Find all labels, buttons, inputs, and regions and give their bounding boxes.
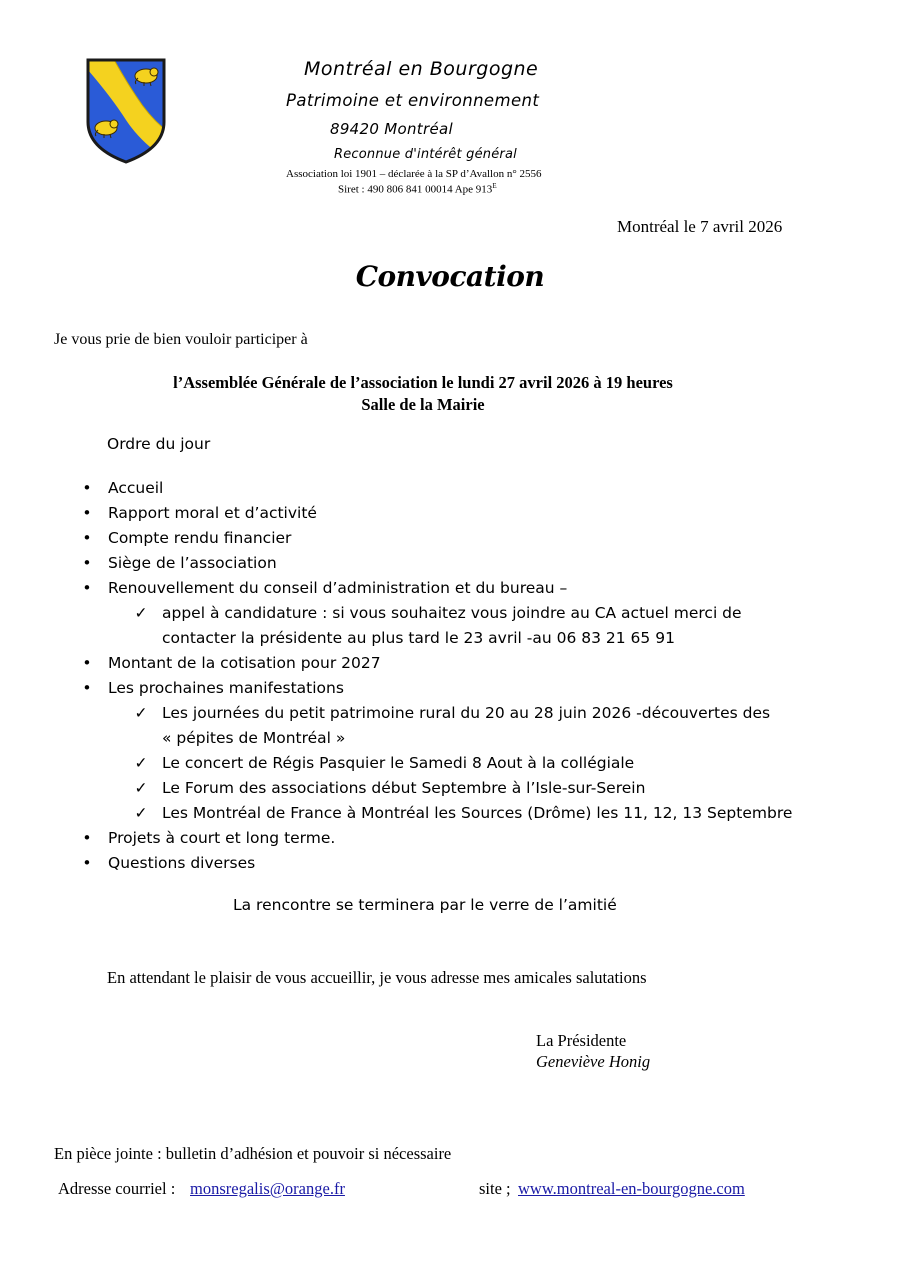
bullet-icon: • bbox=[82, 829, 92, 847]
check-icon: ✓ bbox=[134, 779, 148, 797]
siret-superscript: E bbox=[492, 182, 497, 190]
page-title: Convocation bbox=[355, 260, 545, 293]
closing-friendship: La rencontre se terminera par le verre de l’amitié bbox=[233, 896, 617, 914]
list-item bbox=[0, 526, 900, 551]
check-icon: ✓ bbox=[134, 704, 148, 722]
signature-name: Geneviève Honig bbox=[536, 1052, 651, 1071]
bullet-icon: • bbox=[82, 479, 92, 497]
signature-role: La Présidente bbox=[536, 1031, 627, 1050]
bullet-icon: • bbox=[82, 654, 92, 672]
org-subtitle: Patrimoine et environnement bbox=[286, 91, 540, 110]
check-icon: ✓ bbox=[134, 754, 148, 772]
sub-list-item bbox=[0, 751, 900, 776]
org-city: 89420 Montréal bbox=[330, 120, 453, 138]
attachment-note: En pièce jointe : bulletin d’adhésion et pouvoir si nécessaire bbox=[54, 1144, 452, 1163]
list-item bbox=[0, 651, 900, 676]
intro-text: Je vous prie de bien vouloir participer à bbox=[54, 331, 308, 348]
list-item bbox=[0, 501, 900, 526]
agenda-item-label: Accueil bbox=[108, 479, 164, 497]
list-item bbox=[0, 551, 900, 576]
check-icon: ✓ bbox=[134, 804, 148, 822]
coat-of-arms-icon bbox=[84, 56, 170, 166]
agenda-item-label: Les prochaines manifestations bbox=[108, 679, 344, 697]
site-label: site ; bbox=[479, 1179, 511, 1198]
sub-item-label: « pépites de Montréal » bbox=[162, 729, 346, 747]
sub-item-label: contacter la présidente au plus tard le 23 avril -au 06 83 21 65 91 bbox=[162, 629, 675, 647]
org-name: Montréal en Bourgogne bbox=[304, 58, 539, 80]
website-link[interactable]: www.montreal-en-bourgogne.com bbox=[518, 1179, 745, 1198]
agenda-list bbox=[0, 476, 900, 876]
bullet-icon: • bbox=[82, 679, 92, 697]
agenda-item-label: Siège de l’association bbox=[108, 554, 277, 572]
sub-list-item-continuation bbox=[0, 626, 900, 651]
sub-item-label: Le Forum des associations début Septembre à l’Isle-sur-Serein bbox=[162, 779, 646, 797]
assembly-line: l’Assemblée Générale de l’association le lundi 27 avril 2026 à 19 heures bbox=[173, 373, 673, 392]
agenda-item-label: Rapport moral et d’activité bbox=[108, 504, 317, 522]
email-link[interactable]: monsregalis@orange.fr bbox=[190, 1179, 345, 1198]
org-legal-line: Association loi 1901 – déclarée à la SP d’Avallon n° 2556 bbox=[286, 168, 542, 180]
bullet-icon: • bbox=[82, 554, 92, 572]
agenda-item-label: Projets à court et long terme. bbox=[108, 829, 336, 847]
siret-text: Siret : 490 806 841 00014 Ape 913 bbox=[338, 183, 493, 196]
sub-item-label: Les journées du petit patrimoine rural du 20 au 28 juin 2026 -découvertes des bbox=[162, 704, 771, 722]
sub-list-item bbox=[0, 801, 900, 826]
check-icon: ✓ bbox=[134, 604, 148, 622]
sub-list-item-continuation bbox=[0, 726, 900, 751]
list-item bbox=[0, 576, 900, 601]
bullet-icon: • bbox=[82, 529, 92, 547]
list-item bbox=[0, 476, 900, 501]
venue-line: Salle de la Mairie bbox=[361, 395, 485, 414]
bullet-icon: • bbox=[82, 504, 92, 522]
agenda-item-label: Renouvellement du conseil d’administration et du bureau – bbox=[108, 579, 568, 597]
list-item bbox=[0, 676, 900, 701]
sub-list-item bbox=[0, 601, 900, 626]
agenda-item-label: Montant de la cotisation pour 2027 bbox=[108, 654, 381, 672]
closing-salutations: En attendant le plaisir de vous accueillir, je vous adresse mes amicales salutations bbox=[107, 968, 647, 987]
sub-item-label: Le concert de Régis Pasquier le Samedi 8 Aout à la collégiale bbox=[162, 754, 635, 772]
bullet-icon: • bbox=[82, 854, 92, 872]
letter-date: Montréal le 7 avril 2026 bbox=[617, 217, 783, 236]
list-item bbox=[0, 851, 900, 876]
bullet-icon: • bbox=[82, 579, 92, 597]
agenda-item-label: Compte rendu financier bbox=[108, 529, 292, 547]
sub-list-item bbox=[0, 776, 900, 801]
org-siret-line bbox=[338, 182, 497, 196]
sub-item-label: appel à candidature : si vous souhaitez vous joindre au CA actuel merci de bbox=[162, 604, 742, 622]
sub-list-item bbox=[0, 701, 900, 726]
agenda-title: Ordre du jour bbox=[107, 435, 211, 453]
sub-item-label: Les Montréal de France à Montréal les Sources (Drôme) les 11, 12, 13 Septembre bbox=[162, 804, 793, 822]
email-label: Adresse courriel : bbox=[58, 1179, 176, 1198]
list-item bbox=[0, 826, 900, 851]
org-recognition: Reconnue d'intérêt général bbox=[334, 147, 517, 162]
agenda-item-label: Questions diverses bbox=[108, 854, 256, 872]
